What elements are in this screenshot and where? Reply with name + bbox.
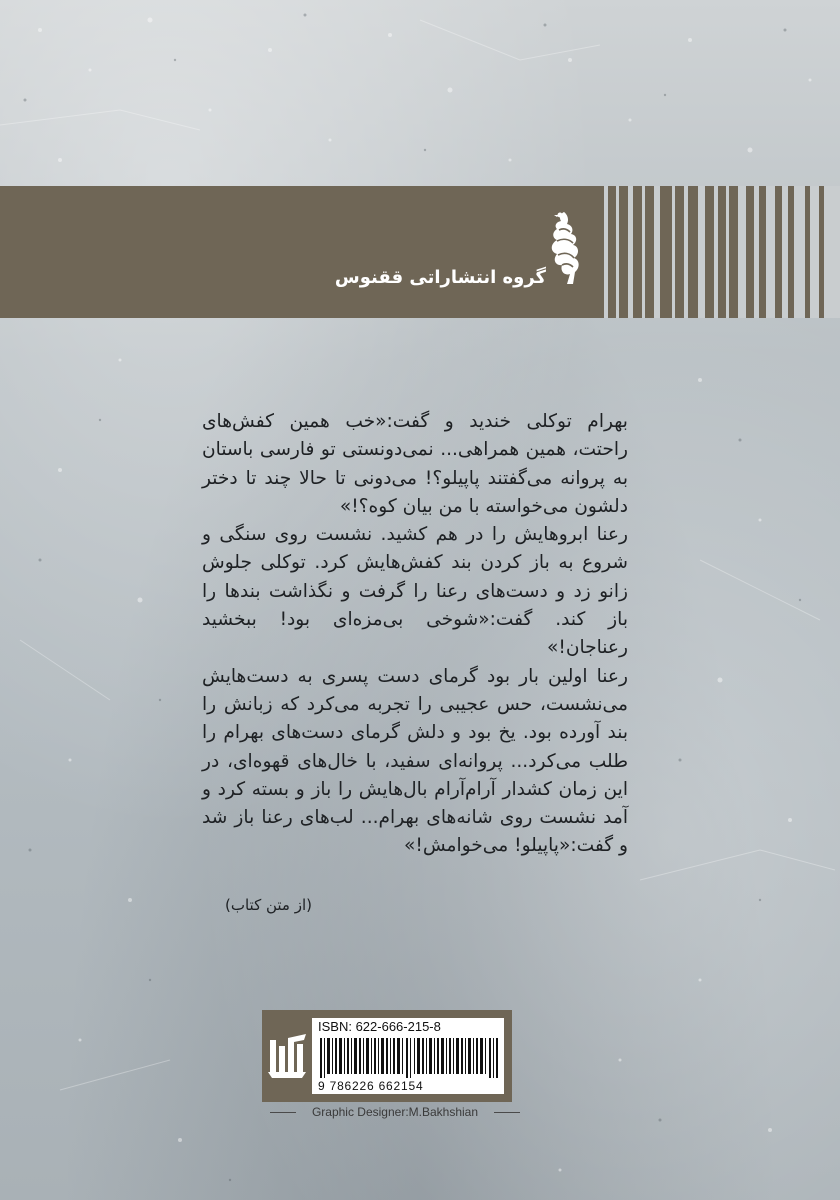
excerpt-source: (از متن کتاب) xyxy=(225,896,312,914)
imprint-logo-icon xyxy=(266,1032,308,1082)
barcode-label xyxy=(312,1018,504,1094)
designer-credit xyxy=(270,1103,520,1121)
barcode xyxy=(318,1038,500,1078)
excerpt-paragraph: رعنا ابروهایش را در هم کشید. نشست روی سنگی و شروع به باز کردن بند کفش‌هایش کرد. توکلی جلوش زانو زد و دست‌های رعنا را گرفت و نگذاشت بندها را باز کند. گفت:«شوخی بی‌مزه‌ای بود! ببخشید رعناجان!» xyxy=(202,524,628,659)
credit-rule-right xyxy=(494,1112,520,1113)
isbn-number: ISBN: 622-666-215-8 xyxy=(318,1019,441,1034)
band-stripes xyxy=(602,186,840,318)
excerpt-paragraph: بهرام توکلی خندید و گفت:«خب همین کفش‌های راحتت، همین همراهی... نمی‌دونستی تو فارسی باستان به پروانه می‌گفتند پاپیلو؟! می‌دونی تا حالا چند تا دختر دلشون می‌خواسته با من بیان کوه؟!» xyxy=(202,411,628,517)
isbn-panel xyxy=(262,1010,512,1102)
phoenix-logo-icon xyxy=(540,208,590,290)
publisher-name: گروه انتشاراتی ققنوس xyxy=(334,267,546,288)
excerpt-paragraph: رعنا اولین بار بود گرمای دست پسری به دست‌هایش می‌نشست، حس عجیبی را تجربه می‌کرد که زبانش را بند آورده بود. یخ بود و دلش گرمای دست‌های بهرام را طلب می‌کرد... پروانه‌ای سفید، با خال‌های قهوه‌ای، در این زمان کشدار آرام‌آرام بال‌هایش را باز و بسته کرد و آمد نشست روی شانه‌های بهرام... لب‌های رعنا باز شد و گفت:«پاپیلو! می‌خوامش!» xyxy=(202,665,628,857)
publisher-band xyxy=(0,186,840,318)
credit-rule-left xyxy=(270,1112,296,1113)
book-excerpt xyxy=(202,408,628,861)
designer-credit-text: Graphic Designer:M.Bakhshian xyxy=(311,1105,479,1119)
barcode-digits: 9 786226 662154 xyxy=(318,1079,424,1093)
